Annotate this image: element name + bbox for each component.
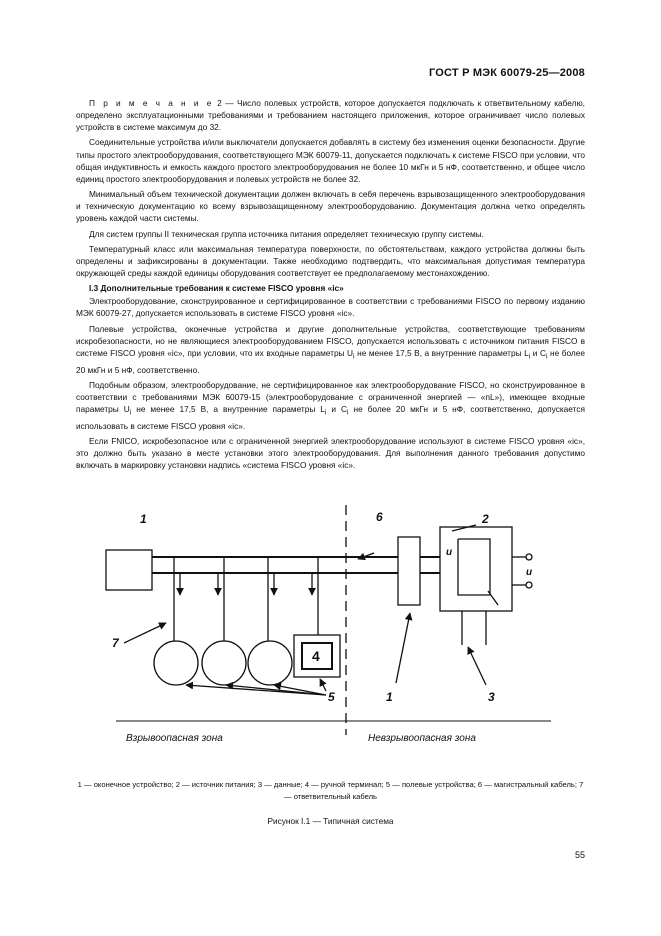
segment-coupler-box	[398, 537, 420, 605]
note-label: П р и м е ч а н и е	[89, 98, 214, 108]
section-paragraph: Если FNICO, искробезопасное или с ограниченной энергией электрооборудование используют в системе FISCO уровня «ic», это должно быть указано в месте установки этого электрооборудования. Для выполнения данного требования допустимо включать в маркировку установки надпись «система FISCO уровня «ic».	[76, 436, 585, 471]
output-terminal	[526, 582, 532, 588]
section-heading: I.3 Дополнительные требования к системе FISCO уровня «ic»	[89, 283, 344, 294]
output-terminal	[526, 554, 532, 560]
paragraph: Для систем группы II техническая группа источника питания определяет техническую группу системы.	[89, 228, 484, 239]
page-number: 55	[574, 850, 585, 860]
body-text	[76, 97, 585, 475]
system-diagram	[96, 495, 576, 755]
label-u-outer: u	[526, 567, 533, 578]
field-device	[202, 641, 246, 685]
section-paragraph: Электрооборудование, сконструированное и сертифицированное в соответствии с требованиями FISCO по первому изданию МЭК 60079-27, допускается использовать в системе FISCO уровня «ic».	[76, 296, 585, 319]
label-5-field-devices: 5	[328, 690, 335, 704]
label-2-power-supply: 2	[482, 512, 489, 526]
note-text: 2 — Число полевых устройств, которое допускается подключать к ответвительному кабелю, определено эксплуатационными требованиями и требованием настоящего приложения, которое ограничивает число полевых устройств в системе максимум до 32.	[76, 98, 585, 133]
label-3-data: 3	[488, 690, 495, 704]
field-device	[248, 641, 292, 685]
system-diagram-svg	[96, 495, 576, 755]
label-7-spur: 7	[112, 636, 119, 650]
safe-zone-label: Невзрывоопасная зона	[368, 733, 476, 744]
paragraph: Соединительные устройства и/или выключатели допускается добавлять в систему без изменения оценки безопасности. Другие типы простого электрооборудования, соответствующего МЭК 60079-11, допускается подключать к системе FISCO при условии, что общая индуктивность и емкость каждого простого электрооборудования не более 10 мкГн и 5 нФ, соответственно, и общее число единиц простого электрооборудования и полевых устройств не более 32.	[76, 137, 585, 184]
section-paragraph: Полевые устройства, оконечные устройства и другие дополнительные устройства, соответствующие требованиям искробезопасности, но не являющиеся электрооборудованием FISCO, допускается использовать с источником питания FISCO в системе FISCO уровня «ic», при условии, что их входные параметры $U_i$ не менее 17,5 В, а внутренние параметры $L_i$ и $C_i$ не более 20 мкГн и 5 нФ, соответственно.	[76, 323, 585, 375]
terminator-box	[106, 550, 152, 590]
label-4-handheld: 4	[312, 648, 320, 664]
label-u-inner: u	[446, 547, 453, 558]
label-6-trunk: 6	[376, 510, 383, 524]
hazardous-zone-label: Взрывоопасная зона	[126, 733, 223, 744]
section-paragraph: Подобным образом, электрооборудование, не сертифицированное как электрооборудование FISCO, но сконструированное в соответствии с требованиями МЭК 60079-15 (электрооборудование с ограниченной энергией — «nL»), имеющее входные параметры $U_i$ не менее 17,5 В, а внутренние параметры $L_i$ и $C_i$ не более 20 мкГн и 5 нФ, соответственно, допускается использовать в системе FISCO уровня «ic».	[76, 379, 585, 431]
document-header: ГОСТ Р МЭК 60079-25—2008	[428, 67, 585, 79]
label-1-terminator: 1	[140, 512, 147, 526]
figure-caption: Рисунок I.1 — Типичная система	[267, 816, 394, 826]
paragraph: Минимальный объем технической документации должен включать в себя перечень взрывозащищенного электрооборудования и техническую документацию ко всему взрывозащищенному электрооборудованию. Документация должна четко определять уровень каждой части системы.	[76, 189, 585, 224]
field-device	[154, 641, 198, 685]
paragraph: Температурный класс или максимальная температура поверхности, по обстоятельствам, каждого устройства должны быть определены и зафиксированы в документации. Также необходимо подтвердить, что максимальная допустимая температура окружающей среды каждой единицы оборудования соответствует ее предполагаемому местонахождению.	[76, 243, 585, 278]
label-1-coupler: 1	[386, 690, 393, 704]
figure-legend: 1 — оконечное устройство; 2 — источник питания; 3 — данные; 4 — ручной терминал; 5 — полевые устройства; 6 — магистральный кабель; 7 — ответвительный кабель	[77, 780, 584, 801]
note-paragraph	[76, 97, 585, 133]
